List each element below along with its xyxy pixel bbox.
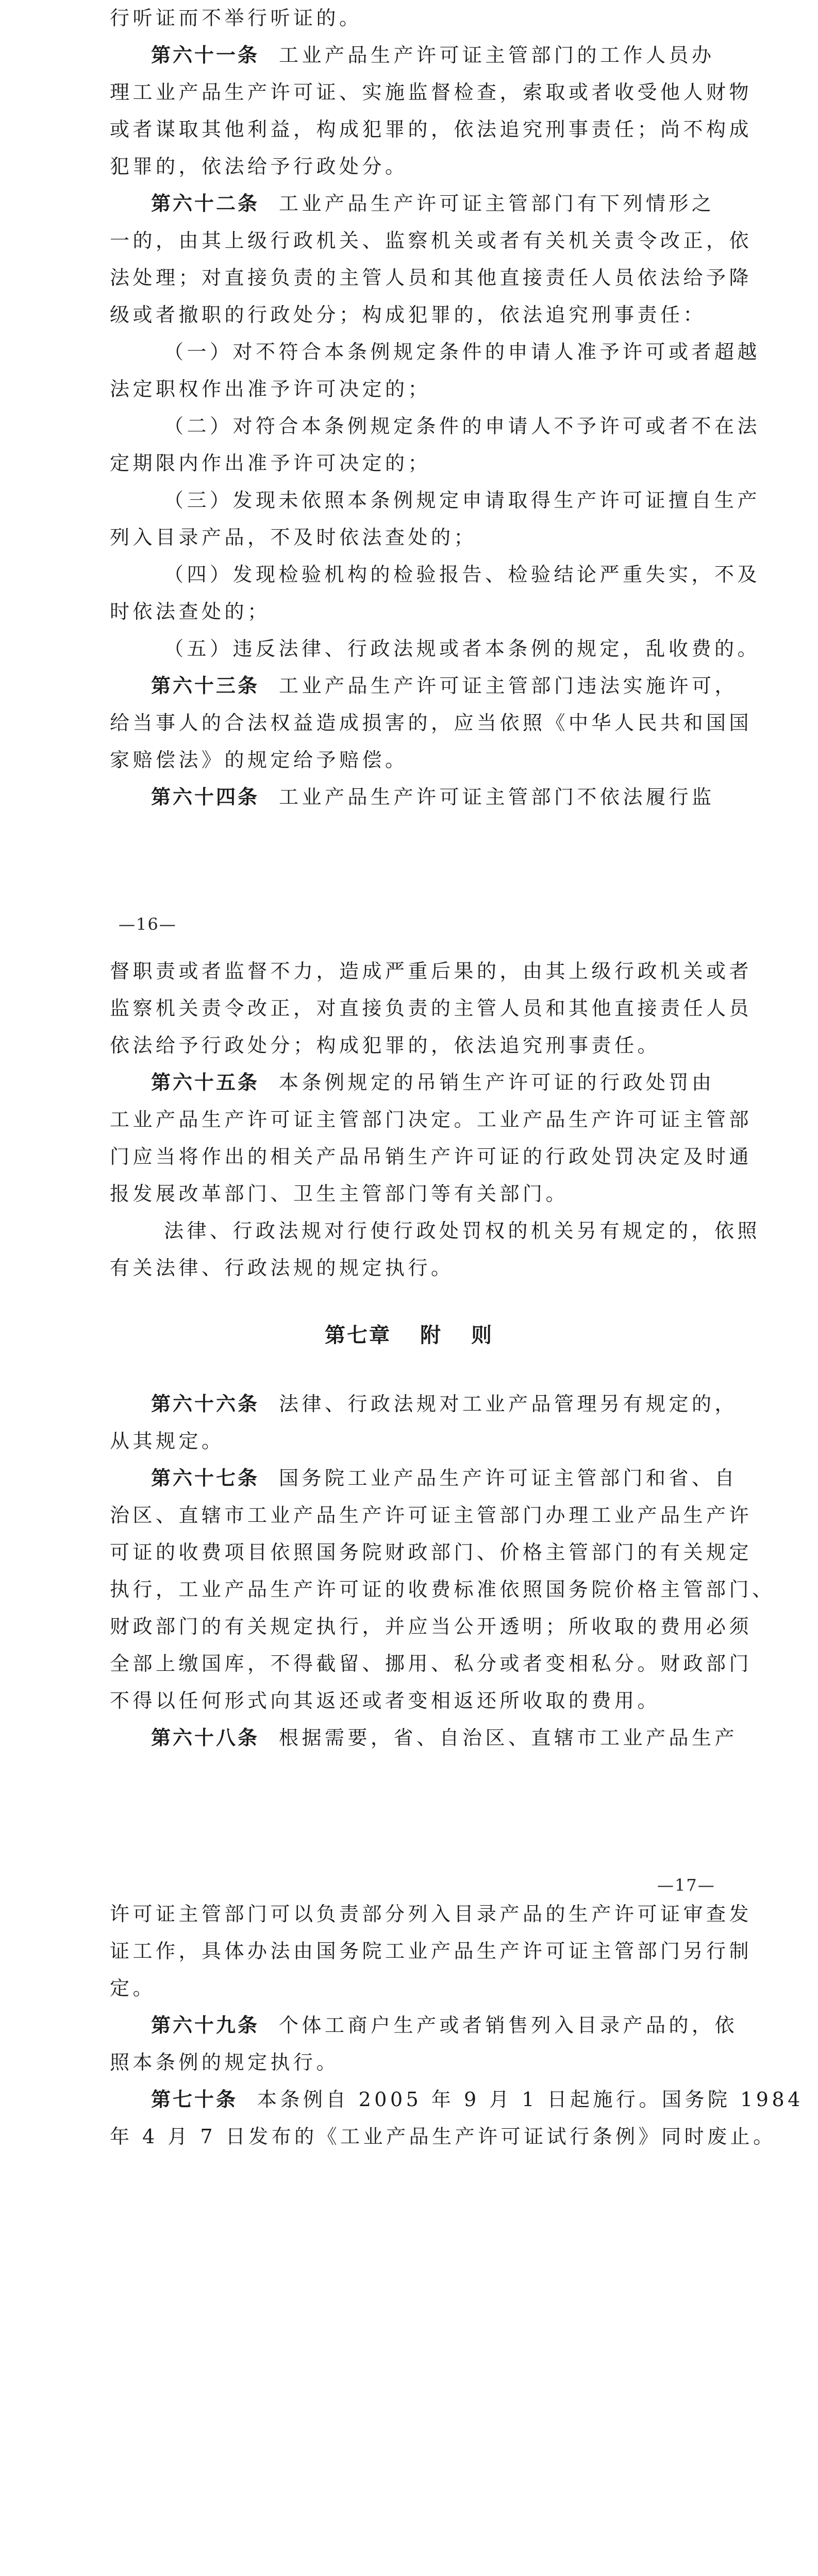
article-text: 法律、行政法规对工业产品管理另有规定的，	[279, 1393, 738, 1415]
article-number: 第六十九条	[151, 2013, 260, 2037]
article-text: 工业产品生产许可证主管部门不依法履行监	[279, 786, 715, 808]
text-line: 执行，工业产品生产许可证的收费标准依照国务院价格主管部门、	[110, 1578, 775, 1601]
chapter-heading-word: 则	[471, 1323, 493, 1347]
text-line: 行听证而不举行听证的。	[110, 7, 362, 29]
article-line	[151, 1725, 738, 1751]
text-line: 可证的收费项目依照国务院财政部门、价格主管部门的有关规定	[110, 1541, 753, 1564]
text-line: 级或者撤职的行政处分；构成犯罪的，依法追究刑事责任：	[110, 303, 707, 326]
article-number: 第六十六条	[151, 1392, 260, 1415]
clause-line: （四）发现检验机构的检验报告、检验结论严重失实，不及	[164, 563, 761, 586]
article-text: 工业产品生产许可证主管部门有下列情形之	[279, 192, 715, 215]
text-line: 时依法查处的；	[110, 600, 271, 623]
article-line	[151, 673, 738, 699]
article-line	[151, 1070, 718, 1095]
text-line: 一的，由其上级行政机关、监察机关或者有关机关责令改正，依	[110, 229, 753, 252]
chapter-heading-word: 附	[420, 1323, 442, 1347]
article-number: 第六十五条	[151, 1071, 260, 1094]
clause-line: 法律、行政法规对行使行政处罚权的机关另有规定的，依照	[164, 1219, 761, 1242]
chapter-heading	[0, 1319, 818, 1348]
text-line: 从其规定。	[110, 1430, 225, 1452]
page-number: —17—	[657, 1875, 715, 1895]
article-text: 工业产品生产许可证主管部门的工作人员办	[279, 44, 715, 66]
text-line: 给当事人的合法权益造成损害的，应当依照《中华人民共和国国	[110, 711, 753, 734]
clause-line: （五）违反法律、行政法规或者本条例的规定，乱收费的。	[164, 637, 761, 660]
article-text: 本条例规定的吊销生产许可证的行政处罚由	[279, 1071, 715, 1094]
article-number: 第七十条	[151, 2088, 238, 2111]
article-line	[151, 1465, 738, 1491]
text-line: 犯罪的，依法给予行政处分。	[110, 155, 408, 178]
article-line	[151, 2012, 738, 2038]
article-line	[151, 1391, 738, 1417]
article-line	[151, 42, 718, 68]
text-line: 理工业产品生产许可证、实施监督检查，索取或者收受他人财物	[110, 81, 753, 104]
clause-line: （二）对符合本条例规定条件的申请人不予许可或者不在法	[164, 415, 761, 437]
article-number: 第六十四条	[151, 785, 260, 808]
article-text: 本条例自 2005 年 9 月 1 日起施行。国务院 1984	[257, 2088, 804, 2111]
chapter-heading-word: 第七章	[325, 1323, 391, 1347]
article-text: 工业产品生产许可证主管部门违法实施许可，	[279, 674, 738, 697]
text-line: 法定职权作出准予许可决定的；	[110, 378, 431, 400]
text-line: 证工作，具体办法由国务院工业产品生产许可证主管部门另行制	[110, 1940, 753, 1962]
article-line	[151, 191, 718, 216]
text-line: 家赔偿法》的规定给予赔偿。	[110, 749, 408, 771]
text-line: 依法给予行政处分；构成犯罪的，依法追究刑事责任。	[110, 1034, 661, 1057]
article-number: 第六十一条	[151, 43, 260, 66]
article-number: 第六十七条	[151, 1466, 260, 1489]
article-line	[151, 784, 718, 810]
text-line: 报发展改革部门、卫生主管部门等有关部门。	[110, 1182, 569, 1205]
text-line: 全部上缴国库，不得截留、挪用、私分或者变相私分。财政部门	[110, 1652, 753, 1675]
text-line: 财政部门的有关规定执行，并应当公开透明；所收取的费用必须	[110, 1615, 753, 1638]
text-line: 照本条例的规定执行。	[110, 2051, 340, 2074]
text-line: 列入目录产品，不及时依法查处的；	[110, 526, 477, 549]
article-number: 第六十二条	[151, 192, 260, 215]
text-line: 有关法律、行政法规的规定执行。	[110, 1257, 454, 1279]
text-line: 许可证主管部门可以负责部分列入目录产品的生产许可证审查发	[110, 1903, 753, 1925]
text-line: 监察机关责令改正，对直接负责的主管人员和其他直接责任人员	[110, 997, 753, 1020]
article-text: 个体工商户生产或者销售列入目录产品的，依	[279, 2014, 738, 2037]
text-line: 或者谋取其他利益，构成犯罪的，依法追究刑事责任；尚不构成	[110, 118, 753, 141]
text-line: 年 4 月 7 日发布的《工业产品生产许可证试行条例》同时废止。	[110, 2125, 776, 2148]
text-line: 门应当将作出的相关产品吊销生产许可证的行政处罚决定及时通	[110, 1145, 753, 1168]
clause-line: （三）发现未依照本条例规定申请取得生产许可证擅自生产	[164, 489, 761, 512]
article-line	[151, 2087, 804, 2112]
page-number: —16—	[119, 914, 177, 934]
clause-line: （一）对不符合本条例规定条件的申请人准予许可或者超越	[164, 341, 761, 363]
text-line: 不得以任何形式向其返还或者变相返还所收取的费用。	[110, 1689, 661, 1712]
article-number: 第六十三条	[151, 674, 260, 697]
article-text: 根据需要，省、自治区、直辖市工业产品生产	[279, 1726, 738, 1749]
text-line: 定期限内作出准予许可决定的；	[110, 452, 431, 474]
article-text: 国务院工业产品生产许可证主管部门和省、自	[279, 1467, 738, 1489]
text-line: 法处理；对直接负责的主管人员和其他直接责任人员依法给予降	[110, 266, 753, 289]
text-line: 定。	[110, 1977, 156, 1999]
text-line: 工业产品生产许可证主管部门决定。工业产品生产许可证主管部	[110, 1108, 753, 1131]
text-line: 治区、直辖市工业产品生产许可证主管部门办理工业产品生产许	[110, 1504, 753, 1527]
article-number: 第六十八条	[151, 1726, 260, 1749]
text-line: 督职责或者监督不力，造成严重后果的，由其上级行政机关或者	[110, 960, 753, 982]
